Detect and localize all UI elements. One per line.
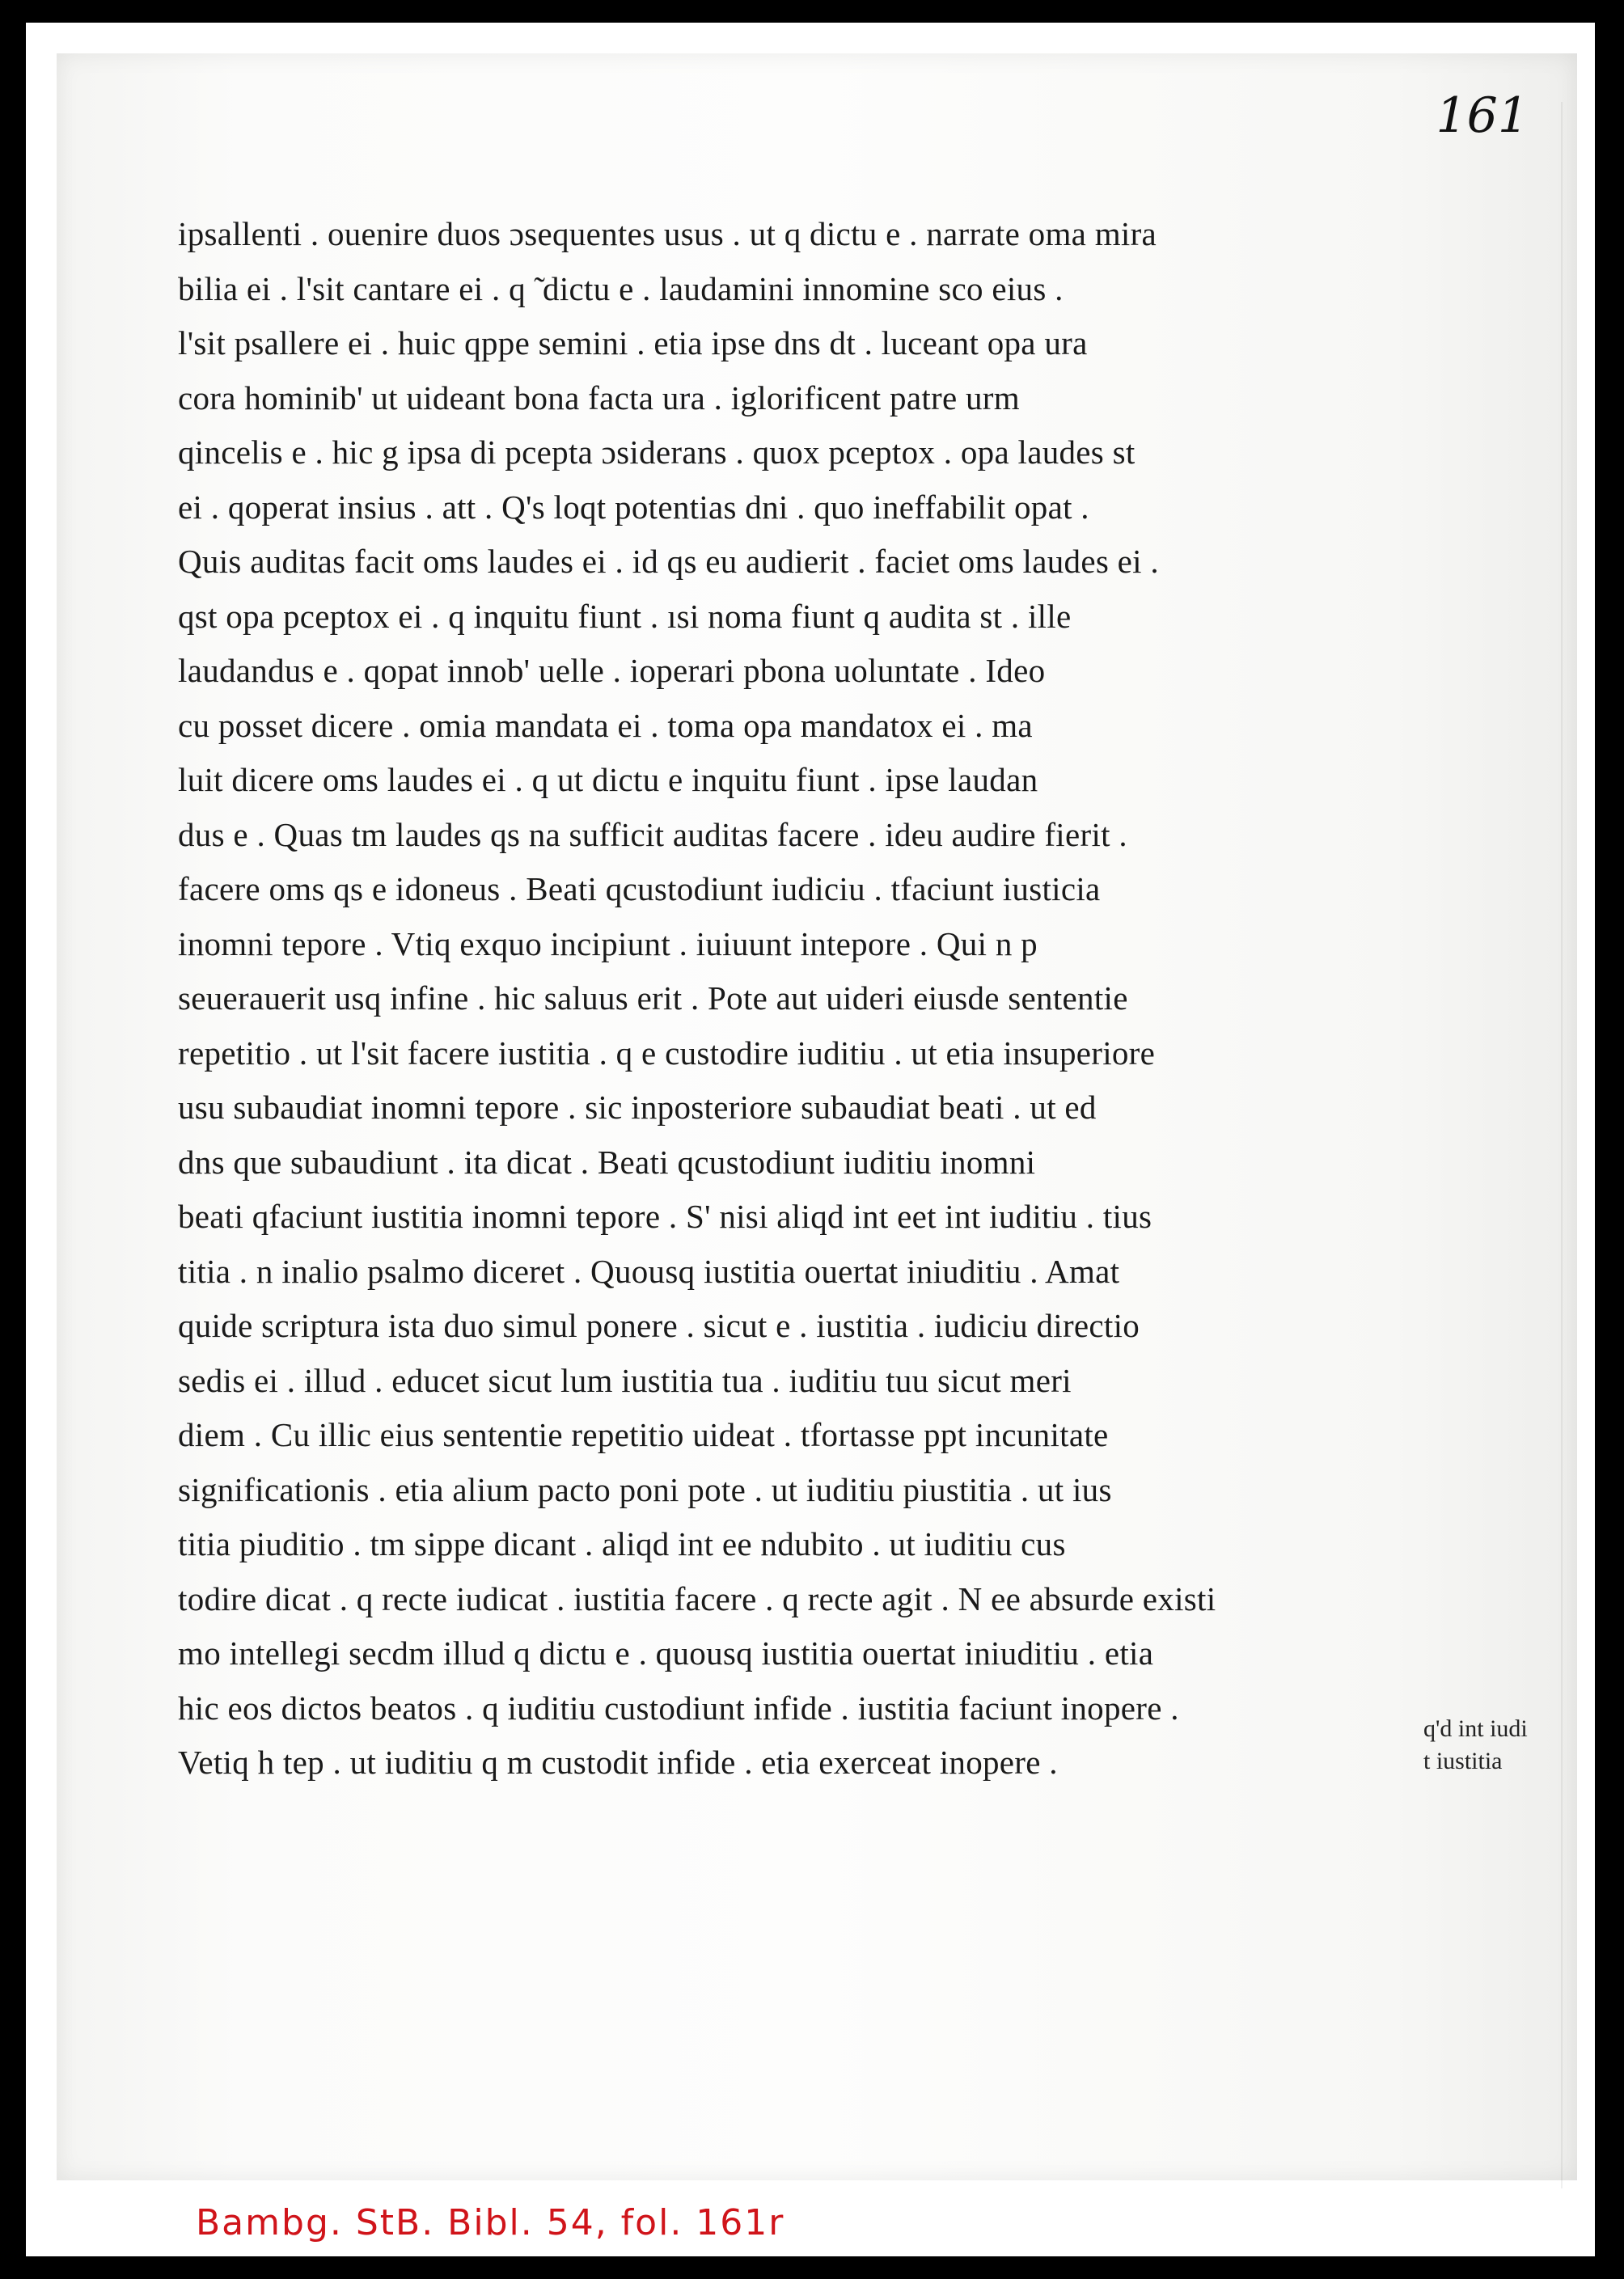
shelfmark: Bambg. StB. Bibl. 54, fol. 161r bbox=[196, 2202, 785, 2243]
text-line: repetitio . ut l'sit facere iustitia . q e custodire iuditiu . ut etia insuperiore bbox=[178, 1034, 1156, 1072]
text-line: ei . qoperat insius . att . Q's loqt potentias dni . quo ineffabilit opat . bbox=[178, 488, 1089, 526]
text-line: todire dicat . q recte iudicat . iustitia facere . q recte agit . N ee absurde existi bbox=[178, 1579, 1216, 1617]
text-line: cora hominib' ut uideant bona facta ura . iglorificent patre urm bbox=[178, 378, 1020, 416]
text-line: Vetiq h tep . ut iuditiu q m custodit infide . etia exerceat inopere . bbox=[178, 1744, 1058, 1781]
text-line: usu subaudiat inomni tepore . sic inposteriore subaudiat beati . ut ed bbox=[178, 1089, 1097, 1126]
manuscript-leaf bbox=[57, 53, 1577, 2180]
text-line: dus e . Quas tm laudes qs na sufficit auditas facere . ideu audire fierit . bbox=[178, 815, 1127, 853]
text-line: titia . n inalio psalmo diceret . Quousq iustitia ouertat iniuditiu . Amat bbox=[178, 1252, 1120, 1290]
text-line: quide scriptura ista duo simul ponere . sicut e . iustitia . iudiciu directio bbox=[178, 1307, 1140, 1344]
text-line: qst opa pceptox ei . q inquitu fiunt . ısi noma fiunt q audita st . ille bbox=[178, 597, 1072, 635]
text-line: hic eos dictos beatos . q iuditiu custodiunt infide . iustitia faciunt inopere . bbox=[178, 1689, 1179, 1727]
text-line: titia piuditio . tm sippe dicant . aliqd int ee ndubito . ut iuditiu cus bbox=[178, 1525, 1066, 1562]
text-line: diem . Cu illic eius sententie repetitio uideat . tfortasse ppt incunitate bbox=[178, 1416, 1109, 1453]
margin-note-line: q'd int iudi bbox=[1423, 1715, 1528, 1742]
folio-number: 161 bbox=[1436, 87, 1529, 144]
text-line: seuerauerit usq infine . hic saluus erit . Pote aut uideri eiusde sententie bbox=[178, 979, 1128, 1017]
text-line: beati qfaciunt iustitia inomni tepore . S' nisi aliqd int eet int iuditiu . tius bbox=[178, 1198, 1152, 1235]
text-line: ipsallenti . ouenire duos ɔsequentes usus . ut q dictu e . narrate oma mira bbox=[178, 215, 1157, 252]
text-line: dns que subaudiunt . ita dicat . Beati qcustodiunt iuditiu inomni bbox=[178, 1143, 1036, 1181]
text-line: sedis ei . illud . educet sicut lum iustitia tua . iuditiu tuu sicut meri bbox=[178, 1361, 1072, 1399]
text-line: l'sit psallere ei . huic qppe semini . etia ipse dns dt . luceant opa ura bbox=[178, 324, 1088, 362]
text-line: mo intellegi secdm illud q dictu e . quousq iustitia ouertat iniuditiu . etia bbox=[178, 1634, 1154, 1672]
margin-note bbox=[1423, 1713, 1553, 1778]
text-line: significationis . etia alium pacto poni pote . ut iuditiu piustitia . ut ius bbox=[178, 1470, 1112, 1508]
scan-page bbox=[26, 23, 1595, 2256]
text-line: laudandus e . qopat innob' uelle . ioperari pbona uoluntate . Ideo bbox=[178, 652, 1046, 689]
text-line: qincelis e . hic g ipsa di pcepta ɔsiderans . quox pceptox . opa laudes st bbox=[178, 433, 1136, 471]
text-block bbox=[178, 207, 1440, 1791]
ruling-line bbox=[1561, 102, 1563, 2188]
text-line: Quis auditas facit oms laudes ei . id qs eu audierit . faciet oms laudes ei . bbox=[178, 543, 1159, 580]
text-line: facere oms qs e idoneus . Beati qcustodiunt iudiciu . tfaciunt iusticia bbox=[178, 870, 1101, 907]
text-line: luit dicere oms laudes ei . q ut dictu e inquitu fiunt . ipse laudan bbox=[178, 761, 1038, 798]
margin-note-line: t iustitia bbox=[1423, 1748, 1503, 1774]
text-line: cu posset dicere . omia mandata ei . toma opa mandatox ei . ma bbox=[178, 706, 1033, 744]
text-line: inomni tepore . Vtiq exquo incipiunt . iuiuunt intepore . Qui n p bbox=[178, 924, 1038, 962]
text-line: bilia ei . l'sit cantare ei . q ̃ dictu e . laudamini innomine sco eius . bbox=[178, 269, 1064, 307]
